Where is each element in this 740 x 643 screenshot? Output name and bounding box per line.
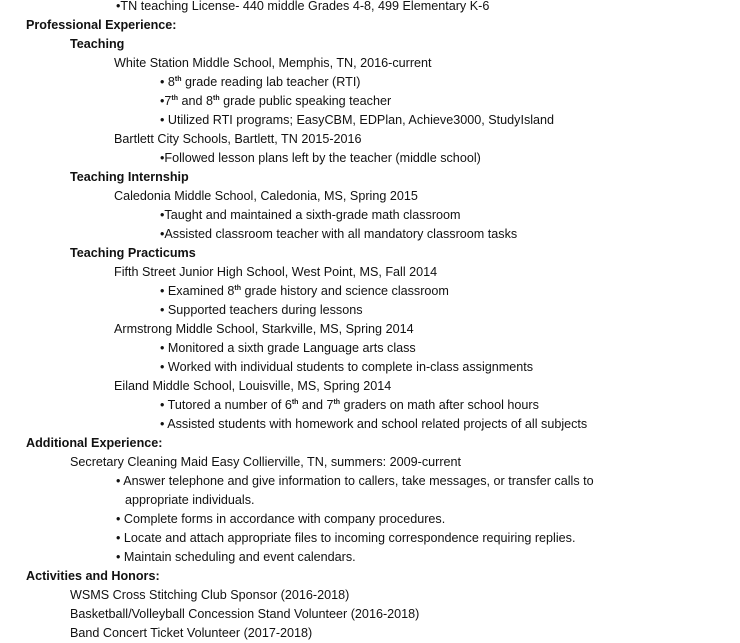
white-station-bullet-1: • 8th grade reading lab teacher (RTI) — [160, 75, 361, 89]
fifth-street-bullet-1: • Examined 8th grade history and science classroom — [160, 284, 449, 298]
teaching-heading: Teaching — [70, 37, 125, 51]
professional-experience-heading: Professional Experience: — [26, 18, 177, 32]
white-station-title: White Station Middle School, Memphis, TN, 2016-current — [114, 56, 432, 70]
eiland-bullet-2: • Assisted students with homework and school related projects of all subjects — [160, 417, 588, 431]
armstrong-bullet-1: • Monitored a sixth grade Language arts class — [160, 341, 416, 355]
armstrong-bullet-2: • Worked with individual students to complete in-class assignments — [160, 360, 534, 374]
caledonia-title: Caledonia Middle School, Caledonia, MS, Spring 2015 — [114, 189, 418, 203]
activity-item: Basketball/Volleyball Concession Stand Volunteer (2016-2018) — [70, 607, 420, 621]
eiland-bullet-1: • Tutored a number of 6th and 7th graders on math after school hours — [160, 398, 539, 412]
secretary-bullet-3: • Locate and attach appropriate files to incoming correspondence requiring replies. — [116, 531, 576, 545]
fifth-street-title: Fifth Street Junior High School, West Point, MS, Fall 2014 — [114, 265, 438, 279]
eiland-title: Eiland Middle School, Louisville, MS, Spring 2014 — [114, 379, 392, 393]
teaching-internship-heading: Teaching Internship — [70, 170, 189, 184]
activity-item: Band Concert Ticket Volunteer (2017-2018) — [70, 626, 313, 640]
white-station-bullet-2: •7th and 8th grade public speaking teacher — [160, 94, 392, 108]
secretary-bullet-1-line-2: appropriate individuals. — [125, 493, 255, 507]
teaching-practicums-heading: Teaching Practicums — [70, 246, 196, 260]
white-station-bullet-3: • Utilized RTI programs; EasyCBM, EDPlan, Achieve3000, StudyIsland — [160, 113, 555, 127]
caledonia-bullet-2: •Assisted classroom teacher with all mandatory classroom tasks — [160, 227, 518, 241]
secretary-bullet-1-line-1: • Answer telephone and give information to callers, take messages, or transfer calls to — [116, 474, 594, 488]
bartlett-title: Bartlett City Schools, Bartlett, TN 2015-2016 — [114, 132, 362, 146]
activities-heading: Activities and Honors: — [26, 569, 160, 583]
additional-experience-heading: Additional Experience: — [26, 436, 163, 450]
activity-item: WSMS Cross Stitching Club Sponsor (2016-2018) — [70, 588, 350, 602]
fifth-street-bullet-2: • Supported teachers during lessons — [160, 303, 363, 317]
armstrong-title: Armstrong Middle School, Starkville, MS, Spring 2014 — [114, 322, 414, 336]
bartlett-bullet-1: •Followed lesson plans left by the teacher (middle school) — [160, 151, 481, 165]
secretary-bullet-4: • Maintain scheduling and event calendars. — [116, 550, 356, 564]
teaching-license: •TN teaching License- 440 middle Grades 4-8, 499 Elementary K-6 — [116, 0, 490, 13]
secretary-title: Secretary Cleaning Maid Easy Collierville, TN, summers: 2009-current — [70, 455, 462, 469]
caledonia-bullet-1: •Taught and maintained a sixth-grade math classroom — [160, 208, 461, 222]
secretary-bullet-2: • Complete forms in accordance with company procedures. — [116, 512, 446, 526]
